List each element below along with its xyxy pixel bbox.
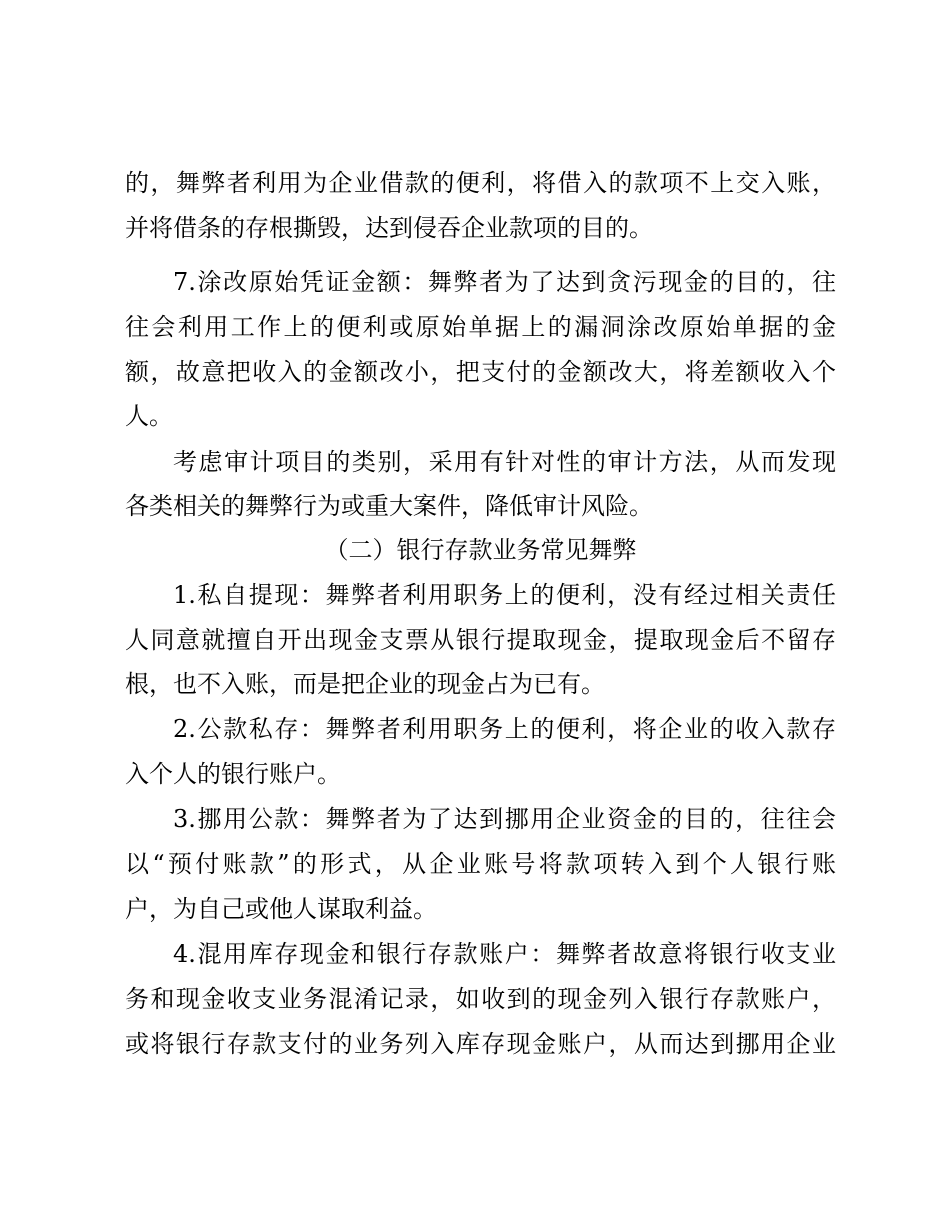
section-heading: （二）银行存款业务常见舞弊 xyxy=(324,536,637,564)
text-line: 人。 xyxy=(125,402,173,430)
text-line: 并将借条的存根撕毁，达到侵吞企业款项的目的。 xyxy=(125,214,653,242)
text-line: 务和现金收支业务混淆记录，如收到的现金列入银行存款账户， xyxy=(125,985,836,1013)
text-line: 考虑审计项目的类别，采用有针对性的审计方法，从而发现 xyxy=(173,448,836,476)
text-line: 7.涂改原始凭证金额：舞弊者为了达到贪污现金的目的，往 xyxy=(173,268,836,296)
text-line: 入个人的银行账户。 xyxy=(125,760,341,788)
text-line: 额，故意把收入的金额改小，把支付的金额改大，将差额收入个 xyxy=(125,358,836,386)
text-line: 1.私自提现：舞弊者利用职务上的便利，没有经过相关责任 xyxy=(173,581,836,609)
text-line: 户，为自己或他人谋取利益。 xyxy=(125,895,437,923)
text-line: 的，舞弊者利用为企业借款的便利，将借入的款项不上交入账， xyxy=(125,169,836,197)
text-line: 以“预付账款”的形式，从企业账号将款项转入到个人银行账 xyxy=(125,850,836,878)
text-line: 各类相关的舞弊行为或重大案件，降低审计风险。 xyxy=(125,492,653,520)
text-line: 3.挪用公款：舞弊者为了达到挪用企业资金的目的，往往会 xyxy=(173,805,836,833)
text-line: 2.公款私存：舞弊者利用职务上的便利，将企业的收入款存 xyxy=(173,715,836,743)
text-line: 或将银行存款支付的业务列入库存现金账户，从而达到挪用企业 xyxy=(125,1030,836,1058)
text-line: 4.混用库存现金和银行存款账户：舞弊者故意将银行收支业 xyxy=(173,940,836,968)
text-line: 人同意就擅自开出现金支票从银行提取现金，提取现金后不留存 xyxy=(125,626,836,654)
text-line: 往会利用工作上的便利或原始单据上的漏洞涂改原始单据的金 xyxy=(125,313,836,341)
text-line: 根，也不入账，而是把企业的现金占为已有。 xyxy=(125,670,605,698)
